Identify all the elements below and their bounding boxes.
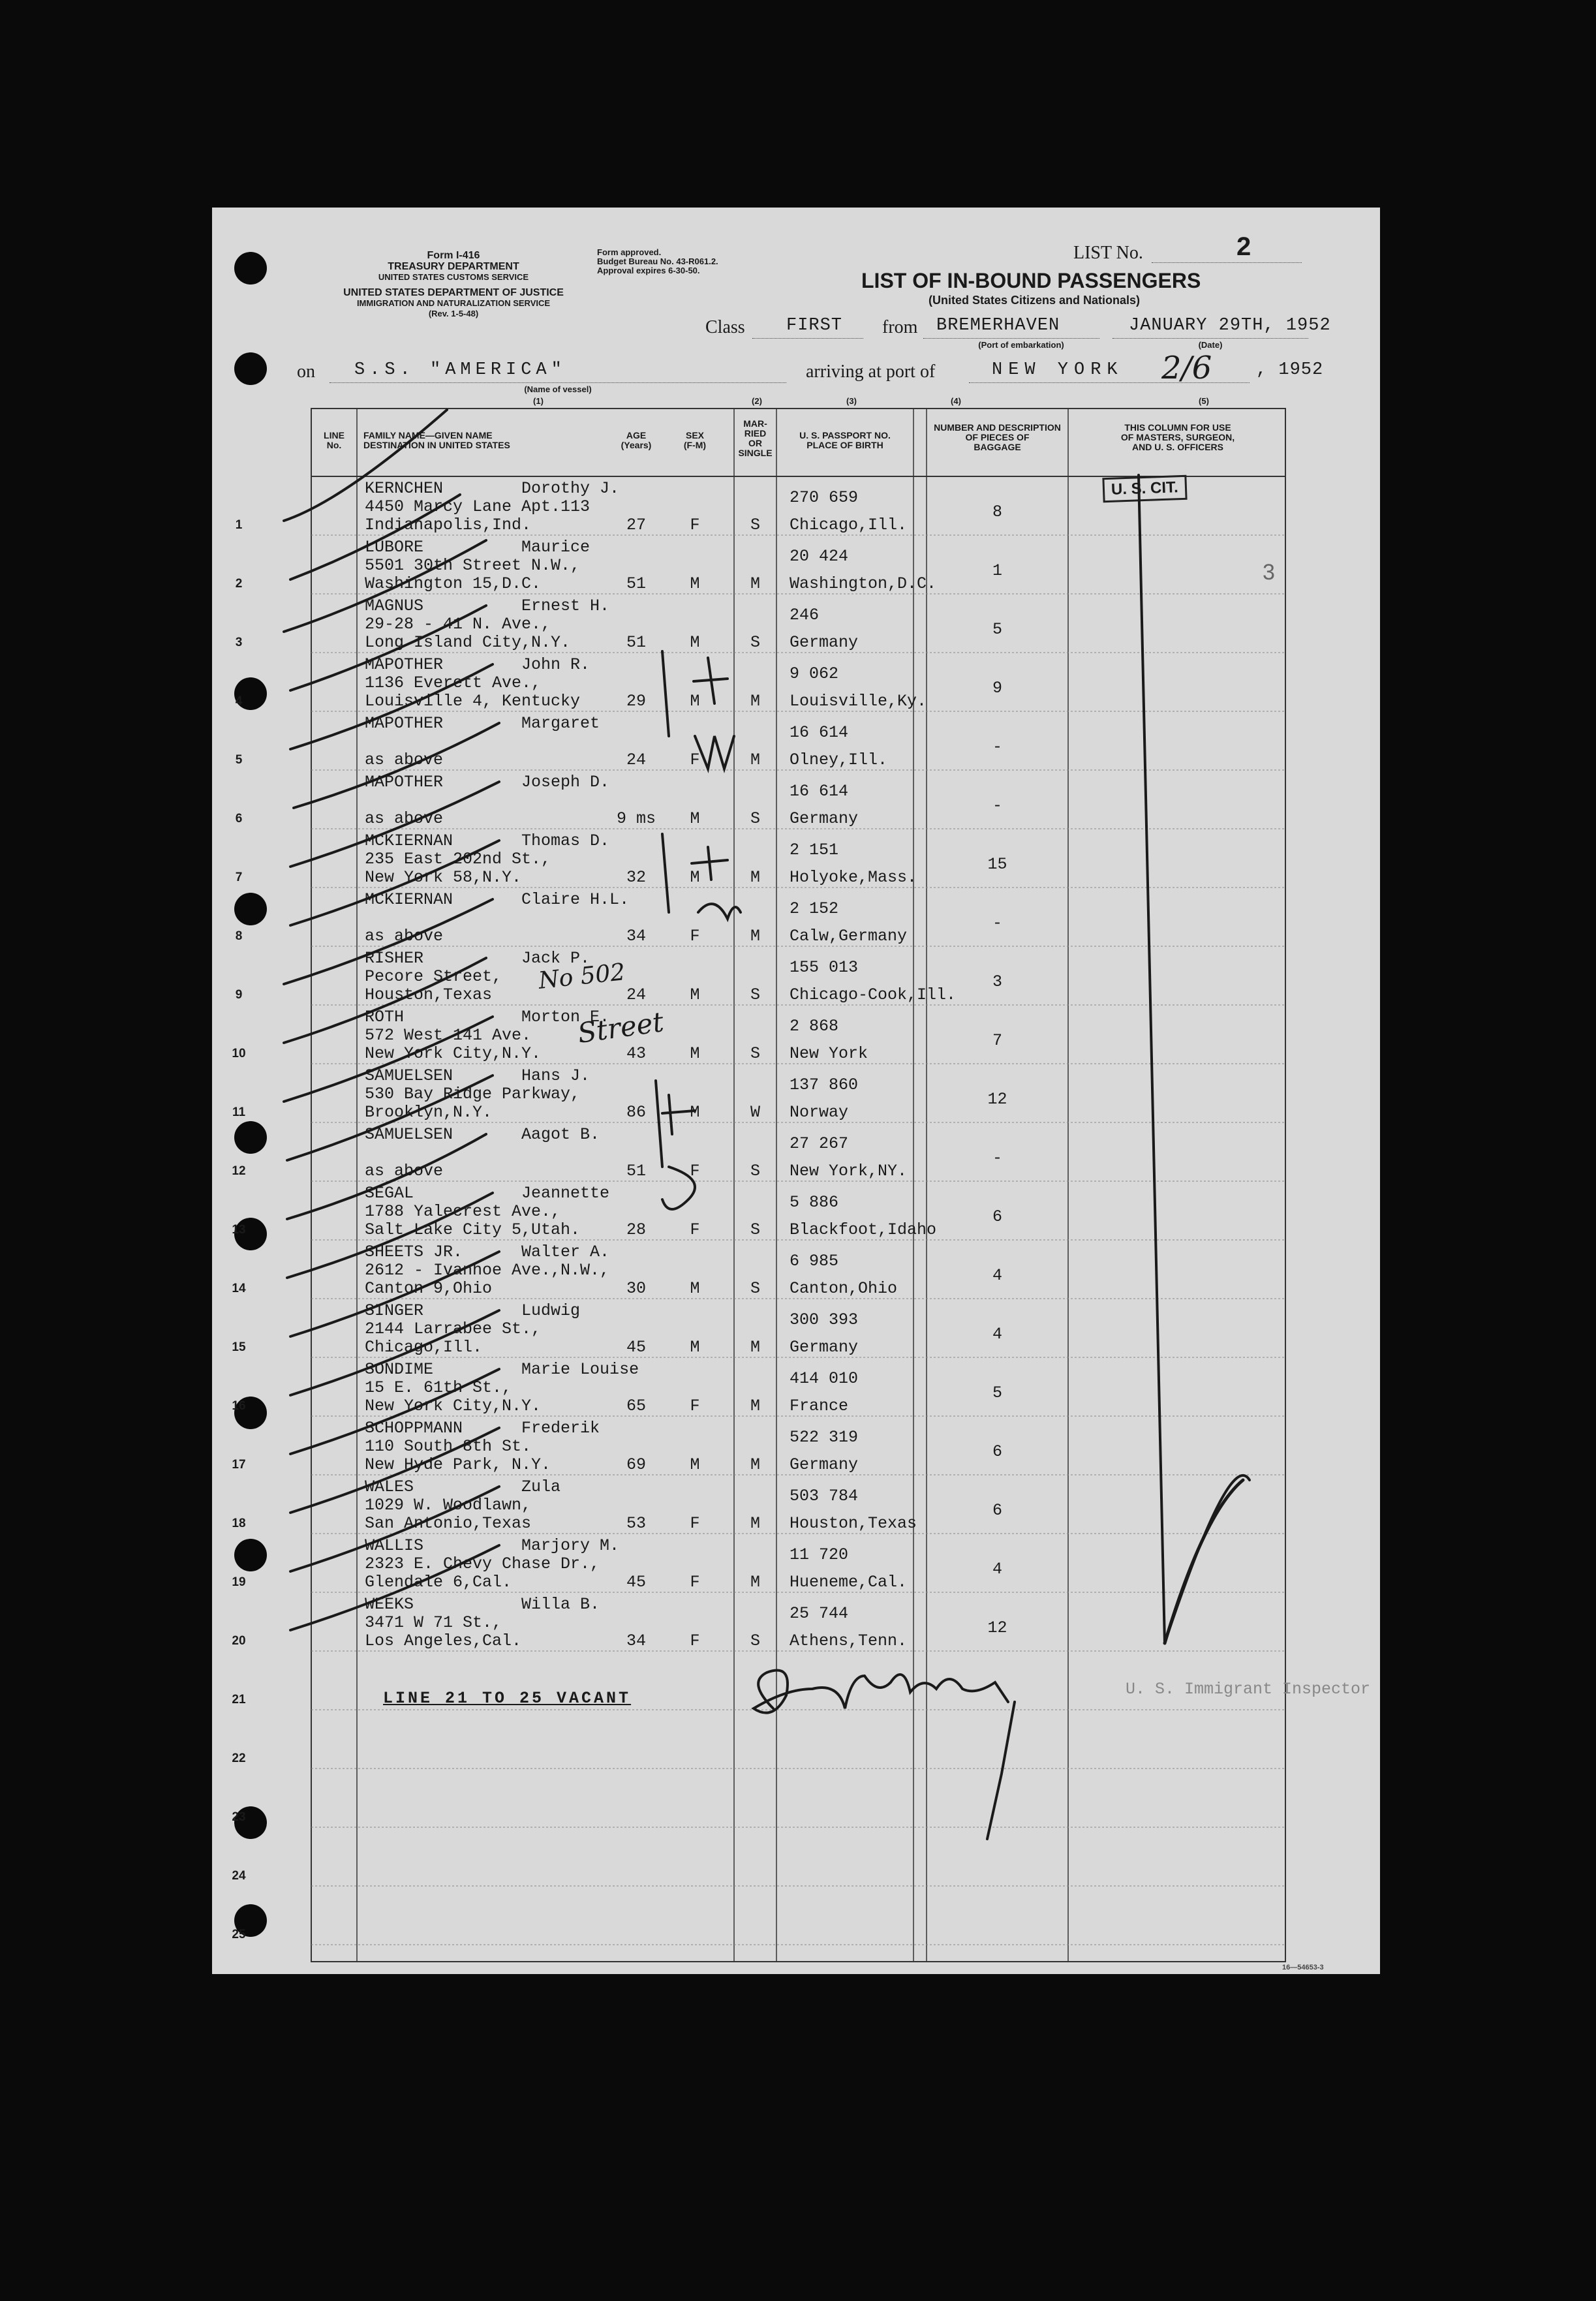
passenger-city: Salt Lake City 5,Utah.	[365, 1220, 581, 1239]
passenger-baggage: 7	[992, 1031, 1002, 1050]
passenger-marital-status: M	[750, 927, 760, 946]
passenger-birthplace: Holyoke,Mass.	[790, 868, 917, 887]
passenger-age: 29	[626, 692, 646, 711]
passenger-passport-no: 11 720	[790, 1545, 849, 1564]
passenger-age: 43	[626, 1044, 646, 1063]
passenger-baggage: 3	[992, 972, 1002, 991]
manifest-page	[212, 208, 1380, 1974]
passenger-passport-no: 503 784	[790, 1487, 859, 1506]
line-number: 21	[232, 1693, 246, 1706]
passenger-passport-no: 300 393	[790, 1310, 859, 1329]
header-line-no: LINE No.	[324, 430, 345, 450]
passenger-marital-status: M	[750, 692, 760, 711]
passenger-address: 1029 W. Woodlawn,	[365, 1496, 532, 1515]
line-number: 13	[232, 1223, 246, 1237]
passenger-birthplace: France	[790, 1397, 849, 1415]
passenger-marital-status: S	[750, 1162, 760, 1181]
passenger-city: New York 58,N.Y.	[365, 868, 522, 887]
dept-treasury: TREASURY DEPARTMENT	[388, 261, 519, 272]
passenger-age: 27	[626, 516, 646, 534]
passenger-city: Glendale 6,Cal.	[365, 1573, 512, 1592]
passenger-passport-no: 155 013	[790, 958, 859, 977]
passenger-city: as above	[365, 750, 444, 769]
form-revision: (Rev. 1-5-48)	[428, 309, 479, 318]
dept-customs: UNITED STATES CUSTOMS SERVICE	[378, 272, 529, 282]
line-number: 7	[235, 871, 243, 884]
approval-line-2: Budget Bureau No. 43-R061.2.	[597, 256, 718, 266]
column-number: (2)	[752, 396, 762, 406]
line-number: 9	[235, 988, 243, 1002]
passenger-age: 9 ms	[616, 809, 656, 828]
handwritten-marks	[212, 208, 1380, 1974]
passenger-address: 572 West 141 Ave.	[365, 1026, 532, 1045]
line-number: 20	[232, 1634, 246, 1648]
on-label: on	[297, 362, 315, 382]
date-value: JANUARY 29TH, 1952	[1129, 316, 1331, 335]
passenger-passport-no: 2 152	[790, 899, 839, 918]
line-number: 11	[232, 1105, 246, 1119]
passenger-address: 3471 W 71 St.,	[365, 1613, 502, 1632]
passenger-sex: M	[690, 1103, 700, 1122]
line-number: 6	[235, 812, 243, 826]
passenger-name: MAPOTHER Margaret	[365, 714, 600, 733]
line-number: 15	[232, 1340, 246, 1354]
passenger-name: MAGNUS Ernest H.	[365, 596, 610, 615]
passenger-marital-status: M	[750, 1455, 760, 1474]
passenger-passport-no: 246	[790, 606, 820, 625]
passenger-passport-no: 522 319	[790, 1428, 859, 1447]
passenger-baggage: 12	[987, 1618, 1007, 1637]
passenger-birthplace: Germany	[790, 1455, 859, 1474]
line-number: 17	[232, 1458, 246, 1472]
form-footer-code: 16—54653-3	[1282, 1964, 1324, 1971]
passenger-passport-no: 27 267	[790, 1134, 849, 1153]
passenger-name: SCHOPPMANN Frederik	[365, 1419, 600, 1438]
passenger-age: 51	[626, 574, 646, 593]
passenger-marital-status: M	[750, 1514, 760, 1533]
passenger-passport-no: 414 010	[790, 1369, 859, 1388]
header-sex: SEX (F-M)	[683, 430, 707, 450]
line-number: 18	[232, 1517, 246, 1530]
passenger-baggage: 12	[987, 1090, 1007, 1109]
passenger-address: 1788 Yalecrest Ave.,	[365, 1202, 561, 1221]
passenger-birthplace: Athens,Tenn.	[790, 1631, 908, 1650]
passenger-age: 51	[626, 1162, 646, 1181]
passenger-address: 235 East 202nd St.,	[365, 850, 551, 869]
arrival-day: 2/6	[1161, 350, 1212, 386]
line-number: 1	[235, 518, 243, 532]
passenger-address: Pecore Street,	[365, 967, 502, 986]
passenger-name: RISHER Jack P.	[365, 949, 591, 968]
passenger-address: 15 E. 61th St.,	[365, 1378, 512, 1397]
header-family-name: FAMILY NAME—GIVEN NAME DESTINATION IN UNITED STATES	[363, 430, 510, 450]
passenger-city: as above	[365, 809, 444, 828]
passenger-age: 69	[626, 1455, 646, 1474]
class-value: FIRST	[786, 316, 843, 335]
passenger-address: 530 Bay Ridge Parkway,	[365, 1085, 581, 1104]
passenger-marital-status: M	[750, 1397, 760, 1415]
passenger-city: Brooklyn,N.Y.	[365, 1103, 493, 1122]
passenger-sex: M	[690, 574, 700, 593]
passenger-name: SINGER Ludwig	[365, 1301, 581, 1320]
from-value: BREMERHAVEN	[936, 316, 1060, 335]
passenger-age: 28	[626, 1220, 646, 1239]
passenger-baggage: 5	[992, 620, 1002, 639]
passenger-passport-no: 5 886	[790, 1193, 839, 1212]
line-number: 22	[232, 1752, 246, 1765]
passenger-age: 34	[626, 1631, 646, 1650]
passenger-sex: F	[690, 1162, 700, 1181]
passenger-age: 45	[626, 1338, 646, 1357]
passenger-name: MAPOTHER John R.	[365, 655, 591, 674]
passenger-name: KERNCHEN Dorothy J.	[365, 479, 620, 498]
list-number: 2	[1236, 232, 1251, 261]
passenger-birthplace: Calw,Germany	[790, 927, 908, 946]
passenger-age: 53	[626, 1514, 646, 1533]
passenger-sex: M	[690, 868, 700, 887]
passenger-baggage: -	[992, 914, 1002, 933]
passenger-address: 4450 Marcy Lane Apt.113	[365, 497, 591, 516]
passenger-address: 2612 - Ivanhoe Ave.,N.W.,	[365, 1261, 610, 1280]
line-number: 2	[235, 577, 243, 591]
passenger-age: 51	[626, 633, 646, 652]
passenger-city: Indianapolis,Ind.	[365, 516, 532, 534]
class-label: Class	[705, 317, 745, 337]
passenger-city: New Hyde Park, N.Y.	[365, 1455, 551, 1474]
passenger-birthplace: Germany	[790, 1338, 859, 1357]
stamp-note: 3	[1263, 560, 1275, 585]
embarkation-caption: (Port of embarkation)	[978, 340, 1064, 350]
passenger-address: 1136 Everett Ave.,	[365, 673, 542, 692]
passenger-marital-status: S	[750, 1279, 760, 1298]
passenger-city: Washington 15,D.C.	[365, 574, 542, 593]
passenger-marital-status: M	[750, 868, 760, 887]
form-number: Form I-416	[427, 250, 480, 261]
passenger-city: as above	[365, 927, 444, 946]
passenger-passport-no: 137 860	[790, 1075, 859, 1094]
passenger-name: SEGAL Jeannette	[365, 1184, 610, 1203]
passenger-birthplace: Washington,D.C.	[790, 574, 937, 593]
passenger-age: 65	[626, 1397, 646, 1415]
line-number: 16	[232, 1399, 246, 1413]
handwritten-street-word: Street	[575, 1006, 666, 1049]
passenger-name: LUBORE Maurice	[365, 538, 591, 557]
line-number: 5	[235, 753, 243, 767]
arrival-port: NEW YORK	[992, 360, 1124, 380]
line-number: 19	[232, 1575, 246, 1589]
passenger-sex: M	[690, 809, 700, 828]
passenger-address: 29-28 - 41 N. Ave.,	[365, 615, 551, 634]
passenger-name: MCKIERNAN Thomas D.	[365, 831, 610, 850]
passenger-sex: F	[690, 516, 700, 534]
passenger-passport-no: 16 614	[790, 723, 849, 742]
passenger-birthplace: New York,NY.	[790, 1162, 908, 1181]
passenger-baggage: 6	[992, 1501, 1002, 1520]
vessel-caption: (Name of vessel)	[524, 384, 592, 394]
line-number: 25	[232, 1928, 246, 1941]
passenger-marital-status: S	[750, 809, 760, 828]
passenger-birthplace: Olney,Ill.	[790, 750, 888, 769]
passenger-sex: F	[690, 927, 700, 946]
passenger-sex: M	[690, 1279, 700, 1298]
passenger-sex: M	[690, 1338, 700, 1357]
line-number: 23	[232, 1810, 246, 1824]
passenger-city: Long Island City,N.Y.	[365, 633, 571, 652]
line-number: 10	[232, 1047, 246, 1060]
us-citizen-stamp: U. S. CIT.	[1102, 475, 1187, 502]
arriving-label: arriving at port of	[806, 362, 936, 382]
passenger-sex: M	[690, 985, 700, 1004]
passenger-birthplace: Blackfoot,Idaho	[790, 1220, 937, 1239]
passenger-name: MCKIERNAN Claire H.L.	[365, 890, 630, 909]
passenger-address: 110 South 8th St.	[365, 1437, 532, 1456]
column-number: (4)	[951, 396, 961, 406]
passenger-sex: F	[690, 1631, 700, 1650]
passenger-marital-status: M	[750, 1573, 760, 1592]
passenger-marital-status: M	[750, 574, 760, 593]
passenger-age: 24	[626, 750, 646, 769]
passenger-name: SAMUELSEN Hans J.	[365, 1066, 591, 1085]
column-number: (3)	[846, 396, 857, 406]
approval-line-3: Approval expires 6-30-50.	[597, 266, 700, 275]
passenger-baggage: 4	[992, 1560, 1002, 1579]
passenger-age: 86	[626, 1103, 646, 1122]
passenger-address: 2144 Larrabee St.,	[365, 1320, 542, 1338]
passenger-sex: F	[690, 750, 700, 769]
line-number: 4	[235, 694, 243, 708]
line-number: 8	[235, 929, 243, 943]
passenger-marital-status: S	[750, 985, 760, 1004]
header-passport: U. S. PASSPORT NO. PLACE OF BIRTH	[799, 430, 891, 450]
passenger-birthplace: Canton,Ohio	[790, 1279, 898, 1298]
dept-justice: UNITED STATES DEPARTMENT OF JUSTICE	[343, 287, 564, 298]
passenger-baggage: 5	[992, 1383, 1002, 1402]
header-married: MAR- RIED OR SINGLE	[738, 418, 773, 458]
line-number: 14	[232, 1282, 246, 1295]
passenger-age: 45	[626, 1573, 646, 1592]
passenger-passport-no: 2 151	[790, 841, 839, 859]
passenger-marital-status: W	[750, 1103, 760, 1122]
dept-immigration: IMMIGRATION AND NATURALIZATION SERVICE	[356, 298, 551, 308]
passenger-marital-status: S	[750, 1044, 760, 1063]
line-number: 3	[235, 636, 243, 649]
passenger-name: ROTH Morton E.	[365, 1008, 610, 1027]
passenger-passport-no: 9 062	[790, 664, 839, 683]
passenger-city: Canton 9,Ohio	[365, 1279, 493, 1298]
passenger-sex: M	[690, 633, 700, 652]
passenger-sex: F	[690, 1397, 700, 1415]
passenger-passport-no: 6 985	[790, 1252, 839, 1271]
form-title: LIST OF IN-BOUND PASSENGERS	[861, 269, 1201, 292]
passenger-birthplace: Chicago-Cook,Ill.	[790, 985, 957, 1004]
passenger-city: Chicago,Ill.	[365, 1338, 483, 1357]
passenger-sex: M	[690, 1455, 700, 1474]
passenger-marital-status: S	[750, 1631, 760, 1650]
date-caption: (Date)	[1198, 340, 1223, 350]
passenger-city: Louisville 4, Kentucky	[365, 692, 581, 711]
passenger-city: Houston,Texas	[365, 985, 493, 1004]
line-number: 12	[232, 1164, 246, 1178]
vessel-name: S.S. "AMERICA"	[354, 360, 566, 380]
passenger-age: 32	[626, 868, 646, 887]
handwritten-street-number: No 502	[537, 959, 627, 995]
passenger-city: New York City,N.Y.	[365, 1044, 542, 1063]
passenger-passport-no: 25 744	[790, 1604, 849, 1623]
passenger-birthplace: Germany	[790, 809, 859, 828]
passenger-baggage: -	[992, 1149, 1002, 1167]
passenger-sex: M	[690, 1044, 700, 1063]
passenger-birthplace: New York	[790, 1044, 868, 1063]
vacant-lines-note: LINE 21 TO 25 VACANT	[383, 1689, 632, 1708]
passenger-sex: M	[690, 692, 700, 711]
passenger-baggage: -	[992, 737, 1002, 756]
passenger-address: 5501 30th Street N.W.,	[365, 556, 581, 575]
passenger-sex: F	[690, 1573, 700, 1592]
passenger-birthplace: Houston,Texas	[790, 1514, 917, 1533]
passenger-baggage: 8	[992, 502, 1002, 521]
passenger-name: SONDIME Marie Louise	[365, 1360, 639, 1379]
header-age: AGE (Years)	[621, 430, 652, 450]
line-number: 24	[232, 1869, 246, 1883]
passenger-birthplace: Chicago,Ill.	[790, 516, 908, 534]
passenger-marital-status: M	[750, 750, 760, 769]
passenger-baggage: 15	[987, 855, 1007, 874]
passenger-city: Los Angeles,Cal.	[365, 1631, 522, 1650]
passenger-marital-status: S	[750, 633, 760, 652]
passenger-passport-no: 16 614	[790, 782, 849, 801]
passenger-address: 2323 E. Chevy Chase Dr.,	[365, 1554, 600, 1573]
header-baggage: NUMBER AND DESCRIPTION OF PIECES OF BAGGAGE	[934, 422, 1061, 452]
passenger-name: SHEETS JR. Walter A.	[365, 1243, 610, 1261]
passenger-city: New York City,N.Y.	[365, 1397, 542, 1415]
passenger-city: San Antonio,Texas	[365, 1514, 532, 1533]
passenger-baggage: 4	[992, 1266, 1002, 1285]
passenger-marital-status: S	[750, 516, 760, 534]
passenger-age: 24	[626, 985, 646, 1004]
passenger-age: 34	[626, 927, 646, 946]
passenger-sex: F	[690, 1514, 700, 1533]
list-no-label: LIST No.	[1073, 243, 1143, 263]
column-number: (5)	[1199, 396, 1209, 406]
passenger-age: 30	[626, 1279, 646, 1298]
form-subtitle: (United States Citizens and Nationals)	[928, 294, 1141, 307]
passenger-name: WEEKS Willa B.	[365, 1595, 600, 1614]
passenger-name: SAMUELSEN Aagot B.	[365, 1125, 600, 1144]
passenger-city: as above	[365, 1162, 444, 1181]
passenger-baggage: 6	[992, 1442, 1002, 1461]
passenger-name: WALLIS Marjory M.	[365, 1536, 620, 1555]
passenger-baggage: 6	[992, 1207, 1002, 1226]
passenger-baggage: 4	[992, 1325, 1002, 1344]
passenger-baggage: 1	[992, 561, 1002, 580]
passenger-name: WALES Zula	[365, 1477, 561, 1496]
passenger-passport-no: 20 424	[790, 547, 849, 566]
passenger-baggage: 9	[992, 679, 1002, 698]
approval-line-1: Form approved.	[597, 247, 662, 257]
passenger-birthplace: Norway	[790, 1103, 849, 1122]
passenger-sex: F	[690, 1220, 700, 1239]
passenger-name: MAPOTHER Joseph D.	[365, 773, 610, 792]
header-officers: THIS COLUMN FOR USE OF MASTERS, SURGEON, AND U. S. OFFICERS	[1120, 422, 1235, 452]
passenger-passport-no: 270 659	[790, 488, 859, 507]
passenger-birthplace: Hueneme,Cal.	[790, 1573, 908, 1592]
passenger-passport-no: 2 868	[790, 1017, 839, 1036]
passenger-birthplace: Louisville,Ky.	[790, 692, 927, 711]
from-label: from	[882, 317, 918, 337]
passenger-marital-status: M	[750, 1338, 760, 1357]
inspector-title: U. S. Immigrant Inspector	[1126, 1680, 1371, 1699]
passenger-marital-status: S	[750, 1220, 760, 1239]
passenger-baggage: -	[992, 796, 1002, 815]
passenger-birthplace: Germany	[790, 633, 859, 652]
arrival-year: , 1952	[1256, 360, 1324, 380]
column-number: (1)	[533, 396, 544, 406]
